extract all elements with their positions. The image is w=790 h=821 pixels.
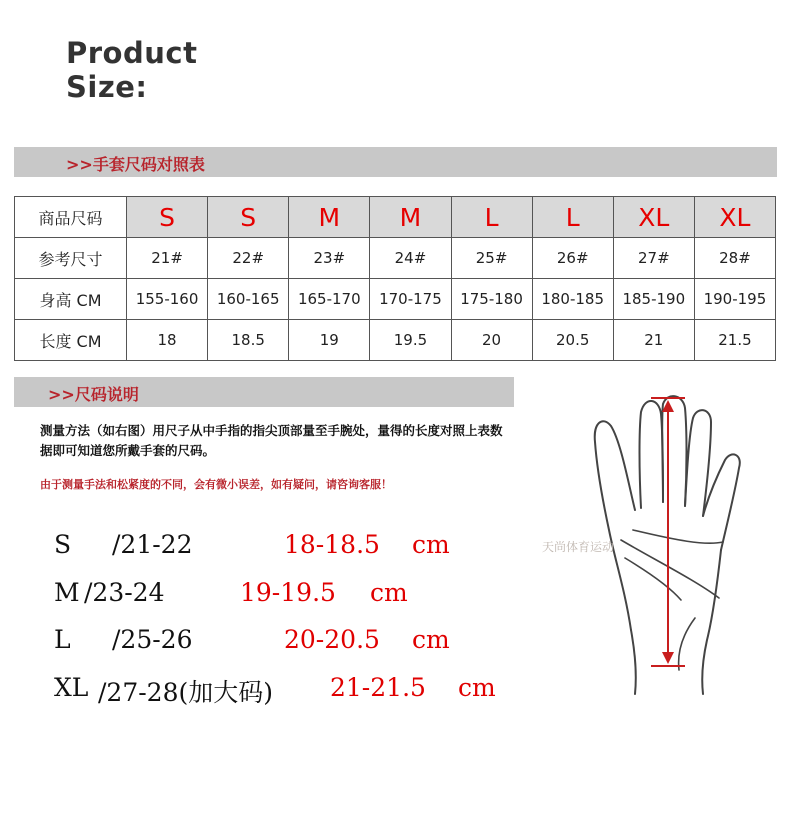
- table-cell: 26#: [532, 238, 613, 279]
- section-bar-size-chart: [14, 147, 777, 177]
- table-cell: 18: [127, 320, 208, 361]
- size-ref: /25-26: [112, 625, 193, 654]
- table-cell: 160-165: [208, 279, 289, 320]
- size-unit: cm: [458, 673, 496, 702]
- table-row: [15, 279, 776, 320]
- section-title-size-chart: >>手套尺码对照表: [66, 155, 205, 174]
- table-row: [15, 238, 776, 279]
- size-range: 19-19.5: [240, 578, 336, 607]
- table-cell: 23#: [289, 238, 370, 279]
- table-cell: 21.5: [694, 320, 775, 361]
- table-cell: 175-180: [451, 279, 532, 320]
- size-ref: /23-24: [84, 578, 165, 607]
- table-cell: 21#: [127, 238, 208, 279]
- table-cell: 20.5: [532, 320, 613, 361]
- size-range: 20-20.5: [284, 625, 380, 654]
- watermark: 天尚体育运动: [542, 540, 615, 554]
- size-letter: M: [54, 578, 80, 607]
- row-label: 参考尺寸: [15, 238, 127, 279]
- size-letter: L: [54, 625, 71, 654]
- size-cell: S: [208, 197, 289, 238]
- table-cell: 21: [613, 320, 694, 361]
- size-range: 21-21.5: [330, 673, 426, 702]
- table-row: [15, 320, 776, 361]
- table-cell: 24#: [370, 238, 451, 279]
- title-line1: Product: [66, 36, 198, 70]
- size-unit: cm: [370, 578, 408, 607]
- product-size-title: [66, 36, 197, 104]
- size-range: 18-18.5: [284, 530, 380, 559]
- section-bar-size-notes: [14, 377, 514, 407]
- section-title-size-notes: >>尺码说明: [48, 385, 139, 404]
- size-cell: XL: [694, 197, 775, 238]
- table-cell: 170-175: [370, 279, 451, 320]
- table-cell: 20: [451, 320, 532, 361]
- table-row: [15, 197, 776, 238]
- title-line2: Size:: [66, 70, 148, 104]
- size-cell: M: [289, 197, 370, 238]
- measurement-instructions: 测量方法（如右图）用尺子从中手指的指尖顶部量至手腕处，量得的长度对照上表数据即可知道您所戴手套的尺码。: [40, 423, 503, 458]
- size-ref: /27-28(加大码): [98, 678, 274, 707]
- size-letter: XL: [54, 673, 89, 702]
- table-cell: 165-170: [289, 279, 370, 320]
- size-unit: cm: [412, 530, 450, 559]
- table-cell: 18.5: [208, 320, 289, 361]
- table-cell: 28#: [694, 238, 775, 279]
- size-cell: M: [370, 197, 451, 238]
- error-disclaimer: 由于测量手法和松紧度的不同，会有微小误差，如有疑问，请咨询客服！: [40, 478, 392, 491]
- size-chart-table: [14, 196, 776, 361]
- size-letter: S: [54, 530, 72, 559]
- table-cell: 190-195: [694, 279, 775, 320]
- table-cell: 19.5: [370, 320, 451, 361]
- size-cell: XL: [613, 197, 694, 238]
- table-cell: 25#: [451, 238, 532, 279]
- table-cell: 180-185: [532, 279, 613, 320]
- table-cell: 155-160: [127, 279, 208, 320]
- table-cell: 19: [289, 320, 370, 361]
- size-cell: L: [532, 197, 613, 238]
- size-cell: S: [127, 197, 208, 238]
- table-cell: 27#: [613, 238, 694, 279]
- row-label: 长度 CM: [15, 320, 127, 361]
- size-unit: cm: [412, 625, 450, 654]
- table-cell: 185-190: [613, 279, 694, 320]
- row-label: 身高 CM: [15, 279, 127, 320]
- size-cell: L: [451, 197, 532, 238]
- row-label: 商品尺码: [15, 197, 127, 238]
- table-cell: 22#: [208, 238, 289, 279]
- size-ref: /21-22: [112, 530, 193, 559]
